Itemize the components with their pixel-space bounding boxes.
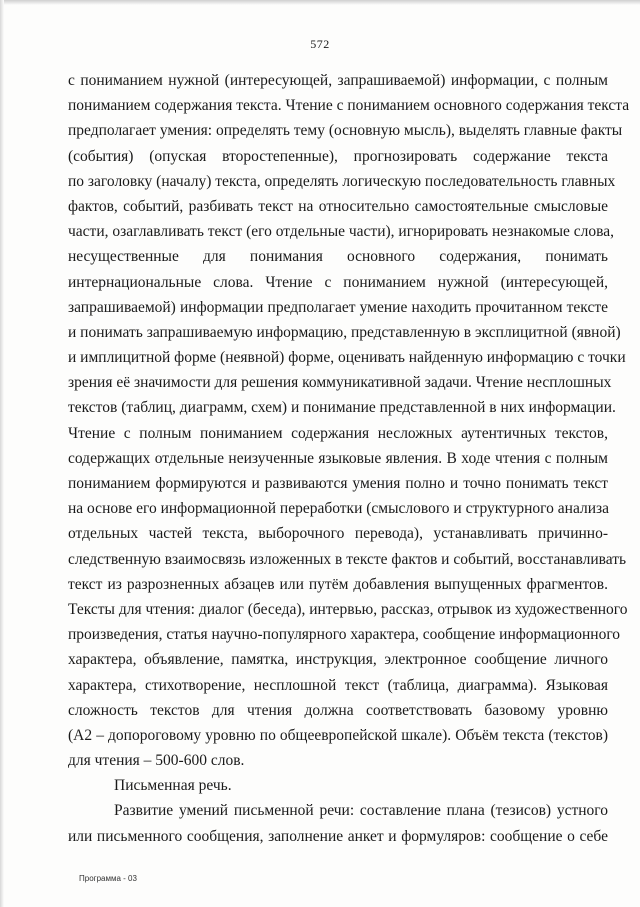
text-line: Тексты для чтения: диалог (беседа), интервью, рассказ, отрывок из художественного [68, 600, 628, 618]
text-line: Письменная речь. [114, 777, 232, 795]
text-line: отдельных частей текста, выборочного перевода), устанавливать причинно- [68, 525, 608, 543]
scan-edge-left [0, 0, 4, 907]
text-line: или письменного сообщения, заполнение анкет и формуляров: сообщение о себе [68, 827, 608, 845]
text-line: с пониманием нужной (интересующей, запрашиваемой) информации, с полным [68, 72, 608, 89]
text-line: предполагает умения: определять тему (основную мысль), выделять главные факты [68, 122, 623, 140]
text-line: для чтения – 500-600 слов. [68, 752, 245, 770]
page-number: 572 [310, 37, 330, 51]
text-line: фактов, событий, разбивать текст на относительно самостоятельные смысловые [68, 197, 608, 215]
text-line: произведения, статья научно-популярного характера, сообщение информационного [68, 626, 621, 644]
text-line: Развитие умений письменной речи: составление плана (тезисов) устного [114, 802, 608, 820]
scan-edge-top [0, 0, 640, 5]
text-line: (А2 – допороговому уровню по общеевропейской шкале). Объём текста (текстов) [68, 726, 608, 744]
text-line: части, озаглавливать текст (его отдельные части), игнорировать незнакомые слова, [68, 223, 615, 241]
text-line: следственную взаимосвязь изложенных в тексте фактов и событий, восстанавливать [68, 550, 627, 568]
text-line: несущественные для понимания основного содержания, понимать [68, 248, 608, 266]
text-line: и имплицитной форме (неявной) форме, оценивать найденную информацию с точки [68, 349, 626, 367]
text-line: пониманием формируются и развиваются умения полно и точно понимать текст [68, 475, 608, 492]
text-line: по заголовку (началу) текста, определять логическую последовательность главных [68, 172, 616, 190]
text-line: сложность текстов для чтения должна соответствовать базовому уровню [68, 701, 608, 719]
text-line: текстов (таблиц, диаграмм, схем) и понимание представленной в них информации. [68, 399, 616, 417]
text-line: (события) (опуская второстепенные), прогнозировать содержание текста [68, 147, 608, 165]
text-line: и понимать запрашиваемую информацию, представленную в эксплицитной (явной) [68, 323, 621, 341]
text-line: характера, стихотворение, несплошной текст (таблица, диаграмма). Языковая [68, 676, 608, 694]
footer-label: Программа - 03 [79, 874, 137, 883]
text-line: характера, объявление, памятка, инструкция, электронное сообщение личного [68, 651, 608, 669]
text-line: Чтение с полным пониманием содержания несложных аутентичных текстов, [68, 424, 608, 442]
text-line: интернациональные слова. Чтение с пониманием нужной (интересующей, [68, 273, 608, 291]
text-line: пониманием содержания текста. Чтение с пониманием основного содержания текста [68, 97, 630, 115]
text-line: содержащих отдельные неизученные языковые явления. В ходе чтения с полным [68, 449, 608, 467]
body-text [68, 68, 630, 849]
text-line: запрашиваемой) информации предполагает умение находить прочитанном тексте [68, 298, 608, 316]
text-line: на основе его информационной переработки (смыслового и структурного анализа [68, 500, 609, 518]
text-line: текст из разрозненных абзацев или путём добавления выпущенных фрагментов. [68, 575, 608, 593]
text-line: зрения её значимости для решения коммуникативной задачи. Чтение несплошных [68, 374, 612, 392]
